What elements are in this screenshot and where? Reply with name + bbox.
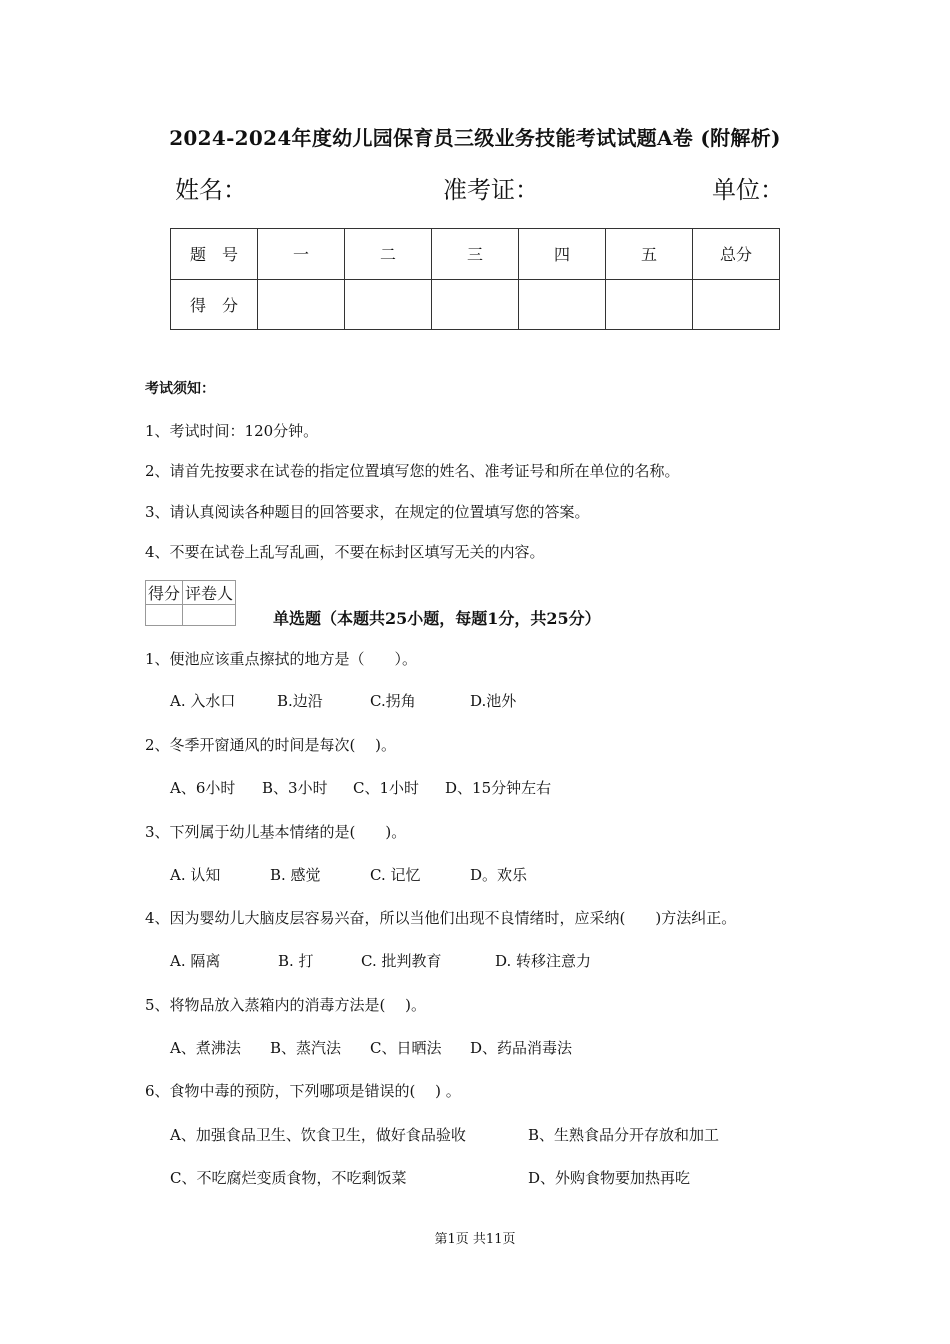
score-header-cell: 二 xyxy=(345,229,432,280)
question-option: B.边沿 xyxy=(277,692,323,710)
notice-item: 4、不要在试卷上乱写乱画，不要在标封区填写无关的内容。 xyxy=(145,543,545,561)
score-table xyxy=(170,228,780,330)
question-option: B、生熟食品分开存放和加工 xyxy=(528,1126,720,1144)
question-option: D.池外 xyxy=(470,692,517,710)
question-text: 3、下列属于幼儿基本情绪的是( )。 xyxy=(145,823,407,841)
question-option: C、不吃腐烂变质食物，不吃剩饭菜 xyxy=(170,1169,407,1187)
notice-item: 2、请首先按要求在试卷的指定位置填写您的姓名、准考证号和所在单位的名称。 xyxy=(145,462,680,480)
question-option: B、3小时 xyxy=(262,779,328,797)
question-option: D。欢乐 xyxy=(470,866,528,884)
grader-reviewer-cell xyxy=(183,605,236,626)
page-title: 2024-2024年度幼儿园保育员三级业务技能考试试题A卷 (附解析) xyxy=(169,126,781,150)
question-option: A. 认知 xyxy=(170,866,221,884)
grader-score-label: 得分 xyxy=(146,581,183,605)
score-cell xyxy=(519,279,606,330)
question-text: 5、将物品放入蒸箱内的消毒方法是( )。 xyxy=(145,996,427,1014)
question-option: C. 记忆 xyxy=(370,866,421,884)
notice-item: 1、考试时间：120分钟。 xyxy=(145,422,319,440)
score-row-label: 得 分 xyxy=(171,279,258,330)
question-option: B. 感觉 xyxy=(270,866,321,884)
question-option: A. 入水口 xyxy=(170,692,236,710)
grader-score-cell xyxy=(146,605,183,626)
question-option: A、加强食品卫生、饮食卫生，做好食品验收 xyxy=(170,1126,466,1144)
question-text: 6、食物中毒的预防，下列哪项是错误的( ) 。 xyxy=(145,1082,461,1100)
exam-id-label: 准考证： xyxy=(443,176,539,204)
grader-reviewer-label: 评卷人 xyxy=(183,581,236,605)
score-table-header-row xyxy=(171,229,780,280)
score-table-score-row xyxy=(171,279,780,330)
unit-label: 单位： xyxy=(712,176,784,204)
notice-heading: 考试须知： xyxy=(145,381,215,397)
name-label: 姓名： xyxy=(175,176,247,204)
question-option: A、煮沸法 xyxy=(170,1039,241,1057)
question-option: A、6小时 xyxy=(170,779,236,797)
question-option: B. 打 xyxy=(278,952,314,970)
score-header-cell: 总分 xyxy=(693,229,780,280)
score-header-cell: 四 xyxy=(519,229,606,280)
grader-box xyxy=(145,580,236,626)
question-option: B、蒸汽法 xyxy=(270,1039,342,1057)
page-footer: 第1页 共11页 xyxy=(434,1232,516,1247)
score-cell xyxy=(345,279,432,330)
question-option: C、日晒法 xyxy=(370,1039,442,1057)
score-cell xyxy=(432,279,519,330)
score-header-cell: 一 xyxy=(258,229,345,280)
question-option: C、1小时 xyxy=(353,779,420,797)
question-option: C.拐角 xyxy=(370,692,416,710)
score-cell xyxy=(606,279,693,330)
section-title: 单选题（本题共25小题，每题1分，共25分） xyxy=(273,609,601,628)
question-text: 2、冬季开窗通风的时间是每次( )。 xyxy=(145,736,397,754)
question-text: 4、因为婴幼儿大脑皮层容易兴奋，所以当他们出现不良情绪时，应采纳( )方法纠正。 xyxy=(145,909,737,927)
score-cell xyxy=(693,279,780,330)
question-option: D、15分钟左右 xyxy=(445,779,552,797)
score-header-cell: 五 xyxy=(606,229,693,280)
score-header-cell: 题 号 xyxy=(171,229,258,280)
notice-item: 3、请认真阅读各种题目的回答要求，在规定的位置填写您的答案。 xyxy=(145,503,590,521)
question-option: C. 批判教育 xyxy=(361,952,442,970)
score-cell xyxy=(258,279,345,330)
question-option: D. 转移注意力 xyxy=(495,952,592,970)
score-header-cell: 三 xyxy=(432,229,519,280)
question-option: A. 隔离 xyxy=(170,952,221,970)
question-text: 1、便池应该重点擦拭的地方是（ ）。 xyxy=(145,650,418,668)
question-option: D、药品消毒法 xyxy=(470,1039,573,1057)
question-option: D、外购食物要加热再吃 xyxy=(528,1169,691,1187)
